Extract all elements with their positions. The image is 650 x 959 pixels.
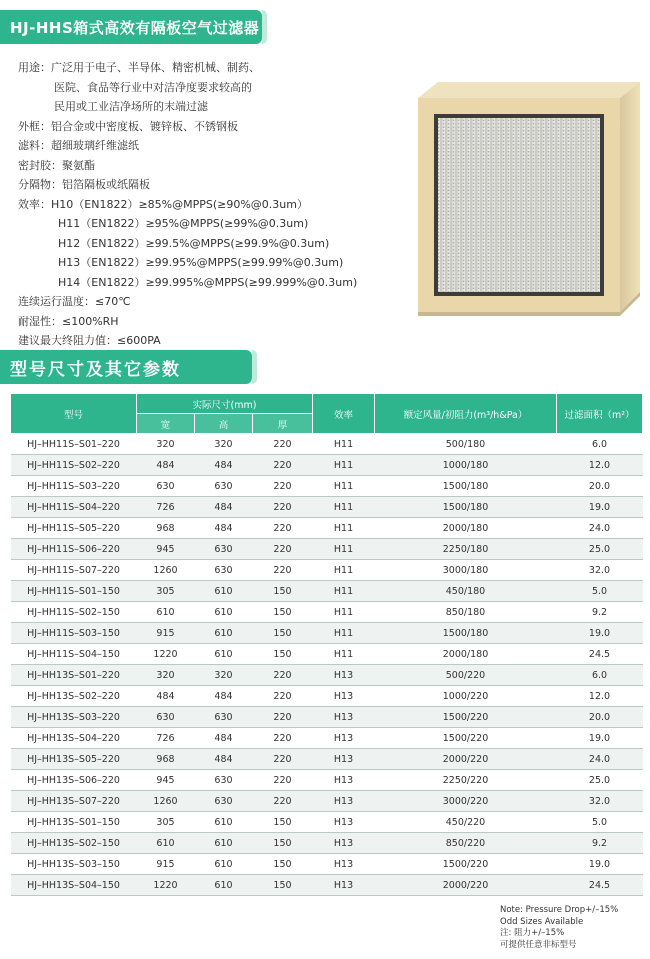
height-cell: 630 <box>195 707 253 728</box>
model-cell: HJ–HH13S–S03–220 <box>11 707 137 728</box>
model-cell: HJ–HH13S–S02–220 <box>11 686 137 707</box>
airflow-cell: 3000/220 <box>375 791 557 812</box>
area-cell: 24.0 <box>557 518 643 539</box>
model-cell: HJ–HH13S–S02–150 <box>11 833 137 854</box>
model-cell: HJ–HH11S–S02–150 <box>11 602 137 623</box>
table-row <box>11 707 643 728</box>
width-cell: 610 <box>137 833 195 854</box>
depth-cell: 220 <box>253 518 313 539</box>
depth-cell: 150 <box>253 602 313 623</box>
airflow-cell: 500/180 <box>375 434 557 455</box>
height-cell: 630 <box>195 560 253 581</box>
model-cell: HJ–HH11S–S02–220 <box>11 455 137 476</box>
area-cell: 25.0 <box>557 770 643 791</box>
table-row <box>11 623 643 644</box>
depth-cell: 220 <box>253 665 313 686</box>
width-cell: 610 <box>137 602 195 623</box>
model-cell: HJ–HH13S–S05–220 <box>11 749 137 770</box>
model-cell: HJ–HH11S–S06–220 <box>11 539 137 560</box>
model-cell: HJ–HH11S–S04–220 <box>11 497 137 518</box>
depth-cell: 150 <box>253 581 313 602</box>
depth-cell: 220 <box>253 560 313 581</box>
table-row <box>11 833 643 854</box>
area-cell: 9.2 <box>557 833 643 854</box>
header-efficiency: 效率 <box>313 394 375 434</box>
depth-cell: 220 <box>253 770 313 791</box>
area-cell: 19.0 <box>557 728 643 749</box>
depth-cell: 220 <box>253 455 313 476</box>
airflow-cell: 450/180 <box>375 581 557 602</box>
airflow-cell: 1000/220 <box>375 686 557 707</box>
width-cell: 945 <box>137 539 195 560</box>
area-cell: 24.5 <box>557 644 643 665</box>
table-row <box>11 602 643 623</box>
height-cell: 610 <box>195 833 253 854</box>
airflow-cell: 1500/180 <box>375 497 557 518</box>
notes <box>500 905 618 951</box>
height-cell: 484 <box>195 686 253 707</box>
header-model: 型号 <box>11 394 137 434</box>
airflow-cell: 2000/220 <box>375 875 557 896</box>
efficiency-cell: H13 <box>313 707 375 728</box>
depth-cell: 220 <box>253 686 313 707</box>
airflow-cell: 850/220 <box>375 833 557 854</box>
width-cell: 320 <box>137 665 195 686</box>
model-cell: HJ–HH13S–S01–220 <box>11 665 137 686</box>
efficiency-cell: H11 <box>313 434 375 455</box>
model-cell: HJ–HH13S–S04–150 <box>11 875 137 896</box>
height-cell: 484 <box>195 728 253 749</box>
airflow-cell: 1500/180 <box>375 623 557 644</box>
model-cell: HJ–HH11S–S03–150 <box>11 623 137 644</box>
height-cell: 610 <box>195 602 253 623</box>
spec-line: H11（EN1822）≥95%@MPPS(≥99%@0.3um) <box>58 217 309 230</box>
product-image <box>410 80 642 330</box>
height-cell: 484 <box>195 749 253 770</box>
airflow-cell: 1500/220 <box>375 707 557 728</box>
efficiency-cell: H11 <box>313 581 375 602</box>
spec-line: H14（EN1822）≥99.995%@MPPS(≥99.999%@0.3um) <box>58 275 358 289</box>
area-cell: 9.2 <box>557 602 643 623</box>
area-cell: 24.5 <box>557 875 643 896</box>
airflow-cell: 2250/220 <box>375 770 557 791</box>
area-cell: 6.0 <box>557 665 643 686</box>
width-cell: 484 <box>137 686 195 707</box>
header-size: 实际尺寸(mm) <box>137 394 313 414</box>
header-airflow: 额定风量/初阻力(m³/h&Pa） <box>375 394 557 434</box>
height-cell: 630 <box>195 539 253 560</box>
depth-cell: 220 <box>253 434 313 455</box>
depth-cell: 150 <box>253 644 313 665</box>
header-height: 高 <box>195 414 253 434</box>
airflow-cell: 3000/180 <box>375 560 557 581</box>
width-cell: 968 <box>137 749 195 770</box>
height-cell: 320 <box>195 665 253 686</box>
model-cell: HJ–HH11S–S05–220 <box>11 518 137 539</box>
height-cell: 610 <box>195 854 253 875</box>
depth-cell: 150 <box>253 812 313 833</box>
efficiency-cell: H11 <box>313 455 375 476</box>
airflow-cell: 1000/180 <box>375 455 557 476</box>
width-cell: 1220 <box>137 875 195 896</box>
table-row <box>11 749 643 770</box>
spec-line: 滤料：超细玻璃纤维滤纸 <box>18 139 139 152</box>
depth-cell: 220 <box>253 539 313 560</box>
table-row <box>11 686 643 707</box>
efficiency-cell: H11 <box>313 602 375 623</box>
airflow-cell: 2250/180 <box>375 539 557 560</box>
efficiency-cell: H11 <box>313 518 375 539</box>
depth-cell: 220 <box>253 791 313 812</box>
spec-line: 外框：铝合金或中密度板、镀锌板、不锈钢板 <box>18 119 238 133</box>
efficiency-cell: H11 <box>313 644 375 665</box>
width-cell: 968 <box>137 518 195 539</box>
airflow-cell: 2000/180 <box>375 518 557 539</box>
depth-cell: 220 <box>253 728 313 749</box>
spec-line: 用途：广泛用于电子、半导体、精密机械、制药、 <box>18 61 260 74</box>
efficiency-cell: H13 <box>313 665 375 686</box>
table-row <box>11 434 643 455</box>
airflow-cell: 1500/180 <box>375 476 557 497</box>
model-cell: HJ–HH11S–S03–220 <box>11 476 137 497</box>
width-cell: 630 <box>137 707 195 728</box>
height-cell: 630 <box>195 791 253 812</box>
header-depth: 厚 <box>253 414 313 434</box>
airflow-cell: 500/220 <box>375 665 557 686</box>
parameters-table <box>10 393 643 896</box>
width-cell: 630 <box>137 476 195 497</box>
table-row <box>11 665 643 686</box>
model-cell: HJ–HH13S–S07–220 <box>11 791 137 812</box>
airflow-cell: 2000/180 <box>375 644 557 665</box>
spec-line: 医院、食品等行业中对洁净度要求较高的 <box>54 80 252 94</box>
spec-line: 连续运行温度：≤70℃ <box>18 295 131 308</box>
airflow-cell: 2000/220 <box>375 749 557 770</box>
efficiency-cell: H11 <box>313 560 375 581</box>
height-cell: 610 <box>195 644 253 665</box>
depth-cell: 220 <box>253 707 313 728</box>
efficiency-cell: H13 <box>313 791 375 812</box>
width-cell: 1260 <box>137 560 195 581</box>
section-title: 型号尺寸及其它参数 <box>10 359 181 380</box>
note-line: 注: 阻力+/–15% <box>500 928 565 938</box>
area-cell: 19.0 <box>557 497 643 518</box>
table-row <box>11 644 643 665</box>
table-row <box>11 581 643 602</box>
area-cell: 25.0 <box>557 539 643 560</box>
spec-line: 民用或工业洁净场所的末端过滤 <box>54 100 208 113</box>
spec-line: 耐湿性：≤100%RH <box>18 314 119 328</box>
airflow-cell: 1500/220 <box>375 728 557 749</box>
area-cell: 20.0 <box>557 476 643 497</box>
area-cell: 32.0 <box>557 791 643 812</box>
height-cell: 630 <box>195 770 253 791</box>
note-line: Note: Pressure Drop+/–15% <box>500 905 619 915</box>
spec-line: 建议最大终阻力值：≤600PA <box>18 334 161 347</box>
table-row <box>11 875 643 896</box>
note-line: Odd Sizes Available <box>500 916 584 927</box>
table-row <box>11 539 643 560</box>
width-cell: 320 <box>137 434 195 455</box>
width-cell: 1260 <box>137 791 195 812</box>
efficiency-cell: H13 <box>313 728 375 749</box>
table-row <box>11 518 643 539</box>
area-cell: 19.0 <box>557 854 643 875</box>
depth-cell: 150 <box>253 875 313 896</box>
height-cell: 610 <box>195 875 253 896</box>
height-cell: 610 <box>195 581 253 602</box>
efficiency-cell: H13 <box>313 770 375 791</box>
area-cell: 32.0 <box>557 560 643 581</box>
model-cell: HJ–HH11S–S01–150 <box>11 581 137 602</box>
area-cell: 12.0 <box>557 686 643 707</box>
efficiency-cell: H13 <box>313 833 375 854</box>
width-cell: 305 <box>137 812 195 833</box>
efficiency-cell: H11 <box>313 623 375 644</box>
spec-list <box>18 58 408 351</box>
model-cell: HJ–HH13S–S03–150 <box>11 854 137 875</box>
area-cell: 24.0 <box>557 749 643 770</box>
header-area: 过滤面积（m²） <box>557 394 643 434</box>
width-cell: 945 <box>137 770 195 791</box>
width-cell: 915 <box>137 623 195 644</box>
depth-cell: 220 <box>253 497 313 518</box>
width-cell: 726 <box>137 497 195 518</box>
table-row <box>11 476 643 497</box>
table-row <box>11 812 643 833</box>
area-cell: 12.0 <box>557 455 643 476</box>
header-width: 宽 <box>137 414 195 434</box>
model-cell: HJ–HH13S–S01–150 <box>11 812 137 833</box>
height-cell: 610 <box>195 623 253 644</box>
height-cell: 484 <box>195 497 253 518</box>
model-cell: HJ–HH13S–S06–220 <box>11 770 137 791</box>
table-row <box>11 560 643 581</box>
width-cell: 1220 <box>137 644 195 665</box>
table-row <box>11 791 643 812</box>
table-row <box>11 770 643 791</box>
section-title-banner <box>0 350 252 384</box>
airflow-cell: 450/220 <box>375 812 557 833</box>
airflow-cell: 1500/220 <box>375 854 557 875</box>
efficiency-cell: H11 <box>313 476 375 497</box>
depth-cell: 220 <box>253 749 313 770</box>
height-cell: 484 <box>195 518 253 539</box>
spec-line: 效率：H10（EN1822）≥85%@MPPS(≥90%@0.3um） <box>18 197 308 211</box>
model-cell: HJ–HH11S–S01–220 <box>11 434 137 455</box>
width-cell: 915 <box>137 854 195 875</box>
depth-cell: 220 <box>253 476 313 497</box>
area-cell: 20.0 <box>557 707 643 728</box>
table-row <box>11 455 643 476</box>
height-cell: 484 <box>195 455 253 476</box>
spec-line: H12（EN1822）≥99.5%@MPPS(≥99.9%@0.3um) <box>58 236 330 250</box>
height-cell: 610 <box>195 812 253 833</box>
note-line: 可提供任意非标型号 <box>500 939 577 950</box>
efficiency-cell: H13 <box>313 854 375 875</box>
height-cell: 630 <box>195 476 253 497</box>
efficiency-cell: H13 <box>313 812 375 833</box>
model-cell: HJ–HH11S–S04–150 <box>11 644 137 665</box>
efficiency-cell: H13 <box>313 875 375 896</box>
area-cell: 19.0 <box>557 623 643 644</box>
product-title-banner <box>0 10 262 44</box>
efficiency-cell: H11 <box>313 497 375 518</box>
efficiency-cell: H13 <box>313 686 375 707</box>
model-cell: HJ–HH11S–S07–220 <box>11 560 137 581</box>
efficiency-cell: H11 <box>313 539 375 560</box>
width-cell: 305 <box>137 581 195 602</box>
width-cell: 726 <box>137 728 195 749</box>
depth-cell: 150 <box>253 623 313 644</box>
height-cell: 320 <box>195 434 253 455</box>
spec-line: H13（EN1822）≥99.95%@MPPS(≥99.99%@0.3um) <box>58 256 344 269</box>
spec-line: 分隔物：铝箔隔板或纸隔板 <box>18 178 150 191</box>
depth-cell: 150 <box>253 854 313 875</box>
area-cell: 5.0 <box>557 581 643 602</box>
efficiency-cell: H13 <box>313 749 375 770</box>
width-cell: 484 <box>137 455 195 476</box>
area-cell: 6.0 <box>557 434 643 455</box>
product-title: HJ-HHS箱式高效有隔板空气过滤器 <box>10 18 260 37</box>
table-row <box>11 497 643 518</box>
depth-cell: 150 <box>253 833 313 854</box>
airflow-cell: 850/180 <box>375 602 557 623</box>
spec-line: 密封胶：聚氨酯 <box>18 158 95 172</box>
area-cell: 5.0 <box>557 812 643 833</box>
table-row <box>11 854 643 875</box>
model-cell: HJ–HH13S–S04–220 <box>11 728 137 749</box>
table-row <box>11 728 643 749</box>
